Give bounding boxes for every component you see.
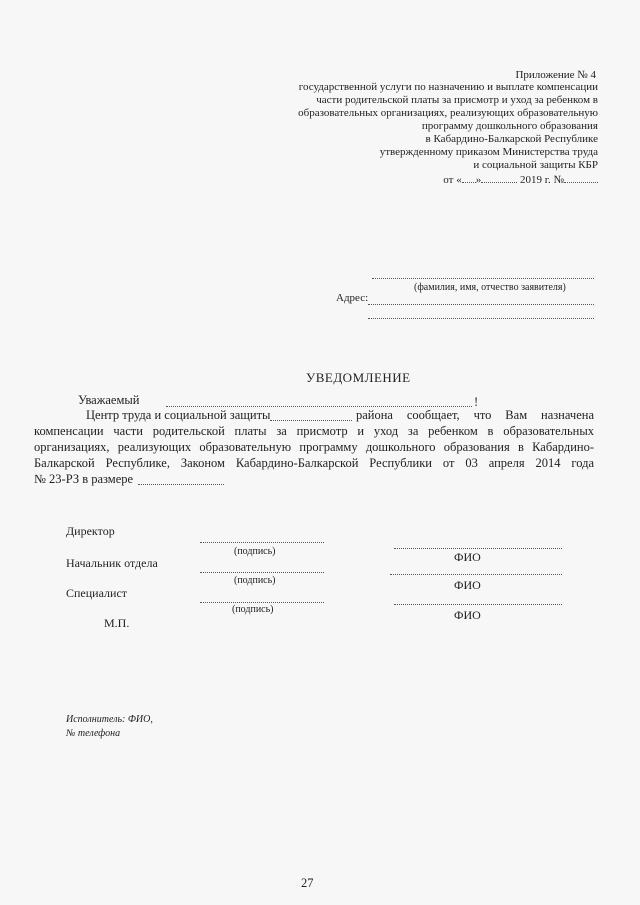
address-line-2 [368, 318, 594, 319]
applicant-name-caption: (фамилия, имя, отчество заявителя) [414, 282, 566, 293]
date-month-blank [481, 182, 517, 183]
appendix-line: части родительской платы за присмотр и уход за ребенком в [316, 94, 598, 106]
specialist-signature-caption: (подпись) [232, 604, 274, 615]
dept-head-fio-line [390, 574, 562, 575]
date-day-blank [462, 182, 476, 183]
address-line-1 [368, 304, 594, 305]
salutation-exclamation: ! [474, 395, 479, 409]
director-label: Директор [66, 524, 115, 538]
director-signature-line [200, 542, 324, 543]
body-line-5: № 23-РЗ в размере [34, 472, 134, 486]
stamp-label: М.П. [104, 616, 130, 630]
amount-blank [138, 484, 224, 485]
address-label: Адрес: [336, 292, 369, 304]
appendix-line: программу дошкольного образования [421, 120, 598, 132]
executor-label: Исполнитель: ФИО, [66, 714, 153, 725]
appendix-line: и социальной защиты КБР [473, 159, 598, 171]
director-fio: ФИО [454, 550, 481, 564]
salutation-label: Уважаемый [78, 393, 140, 407]
appendix-line: образовательных организациях, реализующих образовательную [298, 107, 598, 119]
appendix-line: утвержденному приказом Министерства труда [379, 146, 598, 158]
body-line-4: Балкарской Республике, Законом Кабардино-Балкарской Республики от 03 апреля 2014 года [34, 456, 594, 470]
date-number-blank [564, 182, 598, 183]
district-blank [270, 420, 352, 421]
appendix-line: государственной услуги по назначению и выплате компенсации [298, 81, 598, 93]
specialist-signature-line [200, 602, 324, 603]
page-number: 27 [301, 876, 314, 890]
specialist-label: Специалист [66, 586, 128, 600]
dept-head-fio: ФИО [454, 578, 481, 592]
salutation-name-line [166, 406, 472, 407]
notice-title: УВЕДОМЛЕНИЕ [306, 370, 411, 385]
phone-label: № телефона [66, 728, 121, 739]
dept-head-signature-line [200, 572, 324, 573]
appendix-line: в Кабардино-Балкарской Республике [425, 133, 598, 145]
appendix-number: Приложение № 4 [515, 69, 596, 81]
body-line-2: компенсации части родительской платы за присмотр и уход за ребенком в образовательных [34, 424, 594, 438]
specialist-fio-line [394, 604, 562, 605]
director-fio-line [394, 548, 562, 549]
dept-head-signature-caption: (подпись) [234, 575, 276, 586]
body-line-3: организациях, реализующих образовательную программу дошкольного образования в Кабардино- [34, 440, 594, 454]
director-signature-caption: (подпись) [234, 546, 276, 557]
appendix-date: от « » 2019 г. № [443, 175, 598, 187]
body-line-1b: района сообщает, что Вам назначена [356, 408, 594, 422]
applicant-name-line [372, 278, 594, 279]
dept-head-label: Начальник отдела [66, 556, 158, 570]
specialist-fio: ФИО [454, 608, 481, 622]
body-line-1a: Центр труда и социальной защиты [86, 408, 271, 422]
